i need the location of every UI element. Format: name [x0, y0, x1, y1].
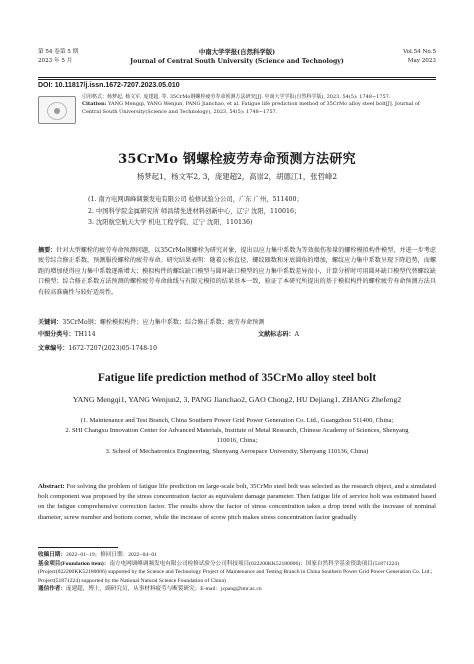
- received-date: [38, 551, 436, 560]
- volume-issue-en: Vol.54 No.5: [403, 49, 436, 55]
- affiliations-en: [60, 416, 414, 457]
- foundation-value: 南方电网调峰调频发电有限公司检修试验分公司科技项目(022200KK52180006)；国家自然科学基金资助项目(51871224) (Project(022200KK52180006) supported by the Science and Technology Project of Maintenance and Testing Branch in China Southern Power Grid Power Generation Co. Ltd.; Project(51871224) supported by the National Natural Science Foundation of China): [38, 560, 433, 584]
- abstract-cn-label: 摘要：: [38, 247, 57, 254]
- doi[interactable]: DOI: 10.11817/j.issn.1672-7207.2023.05.010: [38, 82, 180, 89]
- abstract-en-label: Abstract:: [38, 483, 65, 490]
- citation-text: [82, 94, 436, 116]
- authors-en: YANG Mengqi1, YANG Wenjun2, 3, PANG Jianchao2, GAO Chong2, HU Dejiang1, ZHANG Zhefeng2: [72, 395, 402, 404]
- date-cn: 2023 年 5 月: [38, 58, 73, 64]
- corresponding-value: 庞建超，博士，副研究员，从事材料疲劳与断裂研究；E-mail：jcpang@imr.ac.cn: [65, 586, 262, 593]
- affiliation-en-3: 3. School of Mechatronics Engineering, Shenyang Aerospace University, Shenyang 110136, China): [105, 447, 369, 455]
- received-label: 收稿日期：: [38, 552, 66, 558]
- footnotes: [38, 551, 436, 594]
- volume-info-en: [403, 48, 436, 66]
- title-en: Fatigue life prediction method of 35CrMo alloy steel bolt: [97, 372, 377, 384]
- volume-issue-cn: 第 54 卷第 5 期: [38, 49, 79, 55]
- keywords-cn-text: 35CrMo钢；螺栓模拟构件；应力集中系数；综合修正系数；疲劳寿命预测: [62, 319, 265, 326]
- citation-cn: 引用格式：杨梦起, 杨文军, 庞建超, 等. 35CrMo钢螺栓疲劳寿命预测方法研究[J]. 中南大学学报(自然科学版), 2023, 54(5): 1748−1757.: [82, 94, 391, 100]
- affiliation-cn-1: (1. 南方电网调峰调频发电有限公司 检修试验分公司，广东 广州，511400；: [88, 196, 303, 203]
- corresponding-author: [38, 585, 436, 594]
- abstract-cn: [38, 246, 436, 298]
- classification-label: 中图分类号：: [38, 331, 75, 338]
- document-code-label: 文献标志码：: [258, 331, 295, 338]
- footnote-rule: [38, 547, 118, 548]
- affiliations-cn: [88, 194, 414, 229]
- received-value: 2022−01−19；修回日期：2022−04−01: [65, 552, 157, 558]
- foundation-label: 基金项目(Foundation item)：: [38, 560, 110, 567]
- keywords-cn-label: 关键词：: [38, 319, 63, 326]
- affiliation-en-2: 2. SHI Changxu Innovation Center for Advanced Materials, Institute of Metal Research, Chinese Academy of Sciences, Shenyang 110016, China;: [65, 427, 409, 445]
- document-code-value: A: [294, 331, 299, 338]
- abstract-en-text: For solving the problem of fatigue life prediction on large-scale bolt, 35CrMo steel bolt was selected as the research object, and a simulated bolt component was proposed by the stress concentration factor as equivalent damage parameter. Then fatigue life of service bolt was estimated based on the fatigue comprehensive correction factor. The results show the factor of stress concentration takes a drop trend with the increase of nominal diameter, screw number and bottom corner, while the increase of screw pitch makes stress concentration factor gradually: [38, 483, 437, 521]
- citation-en: [82, 101, 436, 116]
- classification-value: TH114: [74, 331, 96, 338]
- authors-cn: 杨梦起1，杨文军2, 3，庞建超2，高崇2，胡德江1，张哲峰2: [136, 172, 338, 181]
- abstract-en: [38, 482, 436, 523]
- article-number-value: 1672-7207(2023)05-1748-10: [68, 345, 157, 352]
- keywords-cn: [38, 318, 436, 328]
- affiliation-cn-2: 2. 中国科学院金属研究所 师昌绪先进材料创新中心，辽宁 沈阳，110016；: [88, 207, 301, 215]
- abstract-cn-text: 针对大型螺栓的疲劳寿命预测问题，以35CrMo钢螺栓为研究对象，提出以应力集中系数为等效损伤参量的螺栓模拟构件模型，并进一步考虑疲劳综合修正系数，预测服役螺栓的疲劳寿命。研究结果表明：随着公称直径、螺纹圈数和牙底圆角的增加，螺纹应力集中系数呈现下降趋势，而螺距的增加使得应力集中系数逐渐增大；模拟构件的螺纹缺口模型与圆环缺口模型的应力集中系数差异很小，计算分析时可用圆环缺口模型代替螺纹缺口模型；综合修正系数方法预测的螺栓疲劳寿命曲线与有限元模拟的结果基本一致，验证了本研究所提出的基于模拟构件的螺栓疲劳寿命预测方法具有较高准确性与较好适用性。: [38, 247, 436, 296]
- open-access-logo-icon[interactable]: [38, 96, 76, 124]
- citation-en-text: YANG Mengqi, YANG Wenjun, PANG Jianchao, et al. Fatigue life prediction method of 35CrMo alloy steel bolt[J]. Journal of Central South University(Science and Technology), 2023, 54(5): 1748−1757.: [82, 101, 420, 115]
- foundation-item: [38, 560, 436, 586]
- affiliation-cn-3: 3. 沈阳航空航天大学 机电工程学院，辽宁 沈阳，110136): [88, 219, 253, 226]
- journal-name-cn: 中南大学学报(自然科学版): [198, 48, 276, 56]
- running-header: [38, 48, 436, 78]
- header-rule: [38, 77, 436, 80]
- journal-name: [38, 48, 436, 66]
- document-code: [258, 330, 299, 340]
- corresponding-label: 通信作者：: [38, 586, 66, 593]
- affiliation-en-1: (1. Maintenance and Test Branch, China Southern Power Grid Power Generation Co. Ltd., Guangzhou 511400, China;: [80, 417, 394, 424]
- journal-name-en: Journal of Central South University (Science and Technology): [130, 58, 344, 65]
- classification-row: [38, 330, 436, 340]
- article-number-row: [38, 344, 436, 354]
- title-cn: 35CrMo 钢螺栓疲劳寿命预测方法研究: [118, 152, 356, 167]
- date-en: May 2023: [407, 58, 436, 64]
- citation-en-label: Citation:: [82, 101, 107, 108]
- citation-block: [38, 94, 436, 146]
- article-number-label: 文章编号：: [38, 345, 69, 352]
